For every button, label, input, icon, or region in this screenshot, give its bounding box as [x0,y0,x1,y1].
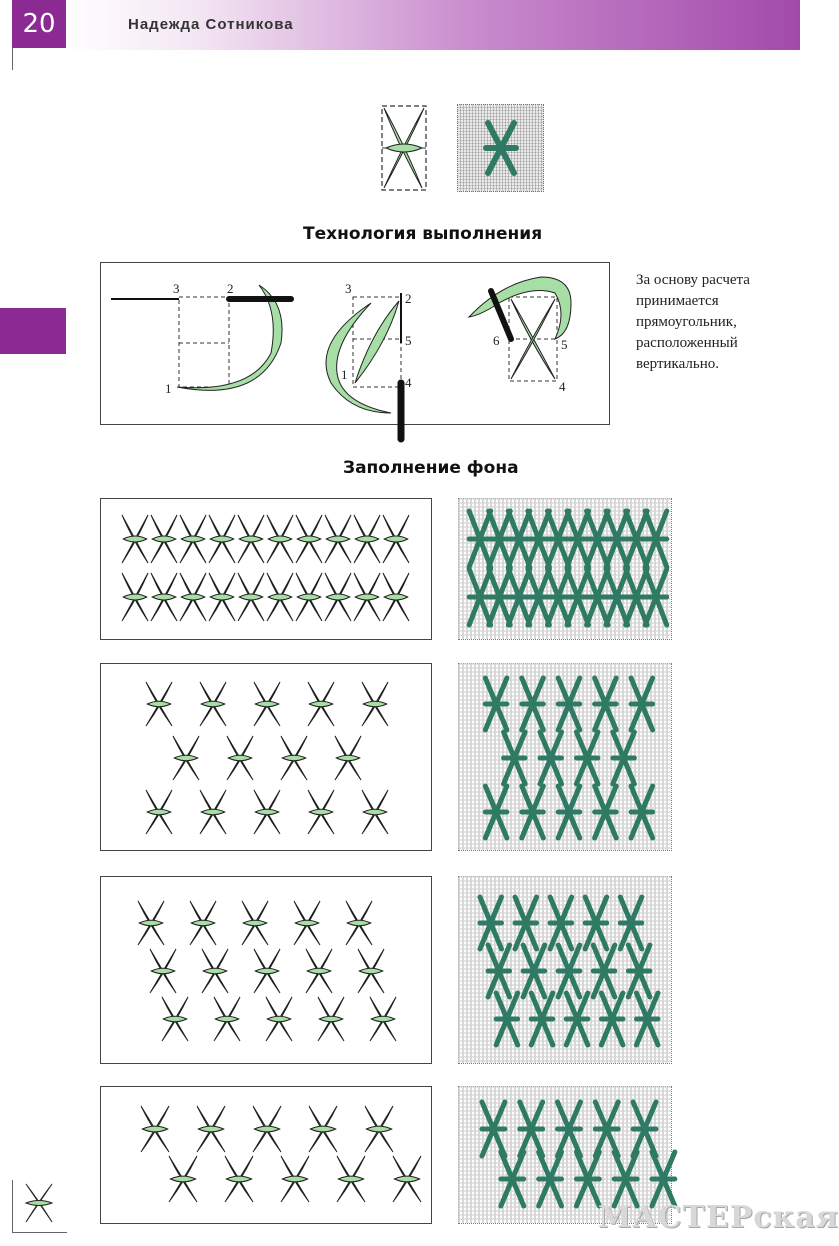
stitch-motif [227,736,253,780]
margin-rule [12,48,13,70]
stitch-motif [253,1106,281,1152]
step2-label-2: 2 [405,291,412,306]
stitch-motif [180,515,206,563]
pattern-diagram-3 [100,876,432,1064]
step2-label-3: 3 [345,281,352,296]
caption-line: принимается [636,293,719,309]
fabric-stitch [631,678,653,730]
fabric-stitch [631,786,653,838]
fabric-stitch [614,1152,637,1206]
stitch-motif [266,997,292,1041]
fabric-stitch [645,569,667,625]
watermark: МАСТЕРская [598,1200,839,1235]
stitch-motif [202,949,228,993]
caption-line: прямоугольник, [636,314,737,330]
fabric-stitch [501,1152,524,1206]
pattern-fabric-2 [458,663,672,851]
fabric-stitch [482,1102,505,1156]
fabric-stitch [485,786,507,838]
stitch-motif [337,1156,365,1202]
fabric-stitch [522,786,544,838]
fabric-stitch [576,1152,599,1206]
step2-label-5: 5 [405,333,412,348]
stitch-motif [383,573,409,621]
stitch-motif [306,949,332,993]
fabric-stitch [522,678,544,730]
stitch-motif [254,949,280,993]
fill-heading: Заполнение фона [343,458,519,478]
fabric-stitch [485,678,507,730]
stitch-motif [254,682,280,726]
stitch-motif [318,997,344,1041]
stitch-motif [150,949,176,993]
stitch-motif [365,1106,393,1152]
step1-label-1: 1 [165,381,172,396]
stitch-motif [209,573,235,621]
stitch-motif [362,682,388,726]
stitch-motif [354,515,380,563]
stitch-motif [308,682,334,726]
stitch-motif [267,515,293,563]
stitch-motif [173,736,199,780]
stitch-motif [393,1156,421,1202]
step1-label-2: 2 [227,281,234,296]
stitch-motif [325,515,351,563]
fabric-stitch [558,678,580,730]
single-stitch-diagram [378,104,430,192]
caption-line: расположенный [636,335,738,351]
page-number: 20 [12,0,66,48]
stitch-motif [383,515,409,563]
stitch-motif [214,997,240,1041]
step3-label-4: 4 [559,379,566,394]
stitch-motif [169,1156,197,1202]
stitch-motif [197,1106,225,1152]
footer-rule-vertical [12,1180,13,1232]
pattern-diagram-1 [100,498,432,640]
step3-label-6: 6 [493,333,500,348]
pattern-fabric-3 [458,876,672,1064]
stitch-star-icon [22,1180,56,1226]
pattern-diagram-2 [100,663,432,851]
stitch-motif [190,901,216,945]
technology-diagram [100,262,610,425]
stitch-motif [335,736,361,780]
stitch-motif [151,515,177,563]
stitch-motif [309,1106,337,1152]
stitch-motif [267,573,293,621]
step2-label-1: 1 [341,367,348,382]
sidebar-tab [0,308,66,354]
step3-diagram [469,277,571,394]
stitch-motif [296,515,322,563]
stitch-motif [138,901,164,945]
fabric-stitch [633,1102,656,1156]
stitch-motif [254,790,280,834]
stitch-motif [209,515,235,563]
stitch-motif [242,901,268,945]
step2-diagram [326,281,412,439]
single-stitch-fabric-sample [457,104,544,192]
stitch-motif [281,1156,309,1202]
stitch-motif [122,573,148,621]
fabric-stitch [595,786,617,838]
caption-line: За основу расчета [636,272,750,288]
stitch-motif [122,515,148,563]
caption-text [636,270,796,375]
author-name: Надежда Сотникова [128,16,294,33]
caption-line: вертикально. [636,356,719,372]
stitch-motif [296,573,322,621]
fabric-stitch [558,1102,581,1156]
step1-label-3: 3 [173,281,180,296]
footer-rule [12,1232,67,1233]
stitch-motif [151,573,177,621]
stitch-motif [200,682,226,726]
pattern-fabric-1 [458,498,672,640]
stitch-motif [146,790,172,834]
step1-diagram [111,281,291,396]
stitch-motif [308,790,334,834]
pattern-diagram-4 [100,1086,432,1224]
stitch-motif [141,1106,169,1152]
stitch-motif [294,901,320,945]
stitch-motif [325,573,351,621]
stitch-motif [146,682,172,726]
stitch-motif [180,573,206,621]
stitch-motif [370,997,396,1041]
stitch-motif [225,1156,253,1202]
step2-label-4: 4 [405,375,412,390]
stitch-motif [281,736,307,780]
stitch-motif [200,790,226,834]
stitch-motif [162,997,188,1041]
fabric-stitch [595,678,617,730]
fabric-stitch [539,1152,562,1206]
stitch-motif [238,573,264,621]
technology-heading: Технология выполнения [303,224,543,244]
stitch-motif [238,515,264,563]
stitch-motif [358,949,384,993]
stitch-motif [346,901,372,945]
step3-label-5: 5 [561,337,568,352]
stitch-motif [354,573,380,621]
fabric-stitch [558,786,580,838]
stitch-motif [362,790,388,834]
